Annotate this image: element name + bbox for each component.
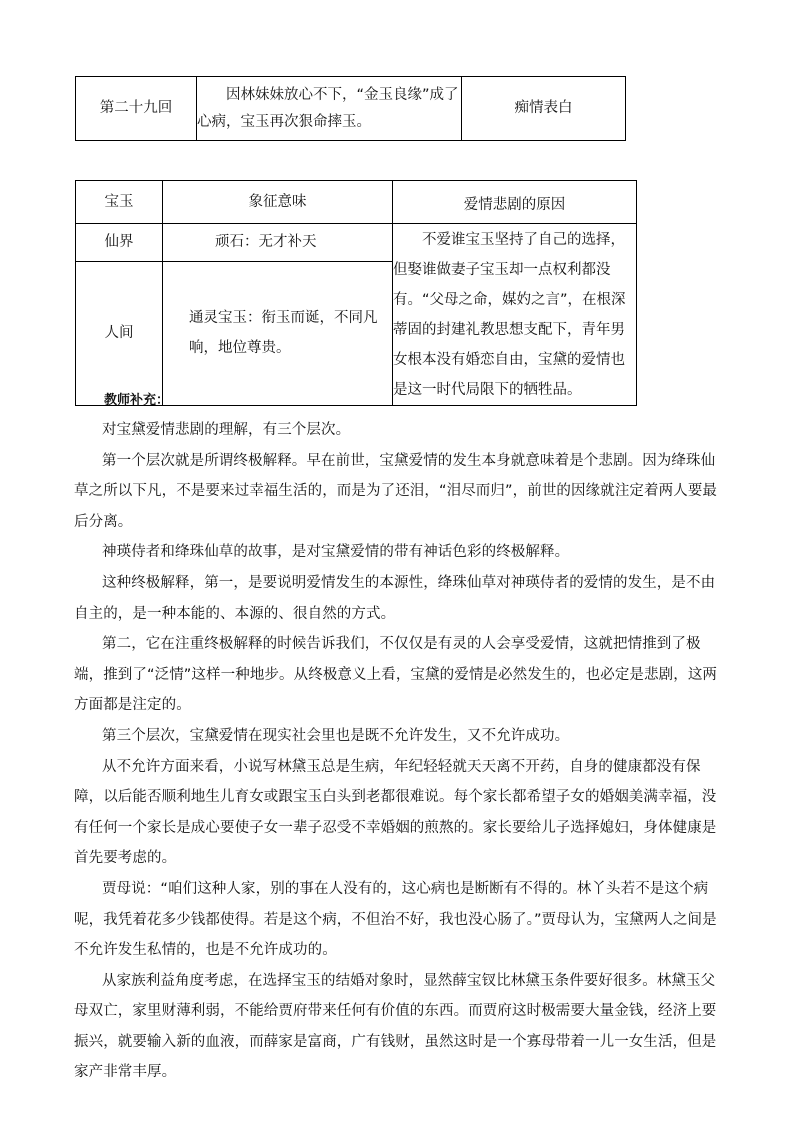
header-meaning: 象征意味	[163, 181, 393, 224]
teacher-notes-section	[74, 389, 722, 1088]
table-row	[76, 224, 637, 262]
paragraph: 第三个层次，宝黛爱情在现实社会里也是既不允许发生，又不允许成功。	[102, 727, 570, 744]
paragraph: 从不允许方面来看，小说写林黛玉总是生病，年纪轻轻就天天离不开药，自身的健康都没有保障，以后能否顺利地生儿育女或跟宝玉白头到老都很难说。每个家长都希望子女的婚姻美满幸福，没有任何一个家长是成心要使子女一辈子忍受不幸婚姻的煎熬的。家长要给儿子选择媳妇，身体健康是首先要考虑的。	[74, 758, 717, 867]
chapter-content-cell	[197, 77, 462, 141]
meaning-xianjie: 顽石：无才补天	[163, 224, 393, 262]
chapter-table	[75, 76, 626, 141]
reason-cell	[393, 224, 637, 406]
meaning-renjian: 通灵宝玉：衔玉而诞，不同凡响，地位尊贵。	[163, 261, 393, 406]
chapter-summary-cell: 痴情表白	[462, 77, 626, 141]
paragraph: 贾母说：“咱们这种人家，别的事在人没有的，这心病也是断断有不得的。林丫头若不是这个病呢，我凭着花多少钱都使得。若是这个病，不但治不好，我也没心肠了。”贾母认为，宝黛两人之间是不允许发生私情的，也是不允许成功的。	[74, 880, 717, 959]
header-baoyu: 宝玉	[76, 181, 163, 224]
table-header-row	[76, 181, 637, 224]
paragraph: 这种终极解释，第一，是要说明爱情发生的本源性，绛珠仙草对神瑛侍者的爱情的发生，是不由自主的，是一种本能的、本源的、很自然的方式。	[74, 574, 716, 622]
teacher-note-label: 教师补充：	[104, 393, 170, 408]
header-reason: 爱情悲剧的原因	[393, 181, 637, 224]
row-label-renjian: 人间	[76, 261, 163, 406]
reason-text: 不爱谁宝玉坚持了自己的选择，但娶谁做妻子宝玉却一点权利都没有。“父母之命，媒妁之言”，在根深蒂固的封建礼教思想支配下，青年男女根本没有婚恋自由，宝黛的爱情也是这一时代局限下的牺牲品。	[393, 232, 626, 398]
paragraph: 从家族利益角度考虑，在选择宝玉的结婚对象时，显然薛宝钗比林黛玉条件要好很多。林黛玉父母双亡，家里财薄利弱，不能给贾府带来任何有价值的东西。而贾府这时极需要大量金钱，经济上要振兴，就要输入新的血液，而薛家是富商，广有钱财，虽然这时是一个寡母带着一儿一女生活，但是家产非常丰厚。	[74, 972, 717, 1081]
paragraph: 对宝黛爱情悲剧的理解，有三个层次。	[102, 422, 351, 438]
row-label-xianjie: 仙界	[76, 224, 163, 262]
paragraph: 第一个层次就是所谓终极解释。早在前世，宝黛爱情的发生本身就意味着是个悲剧。因为绛珠仙草之所以下凡，不是要来过幸福生活的，而是为了还泪，“泪尽而归”，前世的因缘就注定着两人要最后分离。	[74, 452, 718, 530]
chapter-cell: 第二十九回	[76, 77, 197, 141]
chapter-content-text: 因林妹妹放心不下，“金玉良缘”成了心病，宝玉再次狠命摔玉。	[197, 86, 459, 130]
table-row	[76, 77, 626, 141]
symbolism-table	[75, 180, 637, 406]
paragraph: 神瑛侍者和绛珠仙草的故事，是对宝黛爱情的带有神话色彩的终极解释。	[102, 544, 570, 561]
paragraph: 第二，它在注重终极解释的时候告诉我们，不仅仅是有灵的人会享受爱情，这就把情推到了极端，推到了“泛情”这样一种地步。从终极意义上看，宝黛的爱情是必然发生的，也必定是悲剧，这两方面都是注定的。	[74, 636, 718, 714]
